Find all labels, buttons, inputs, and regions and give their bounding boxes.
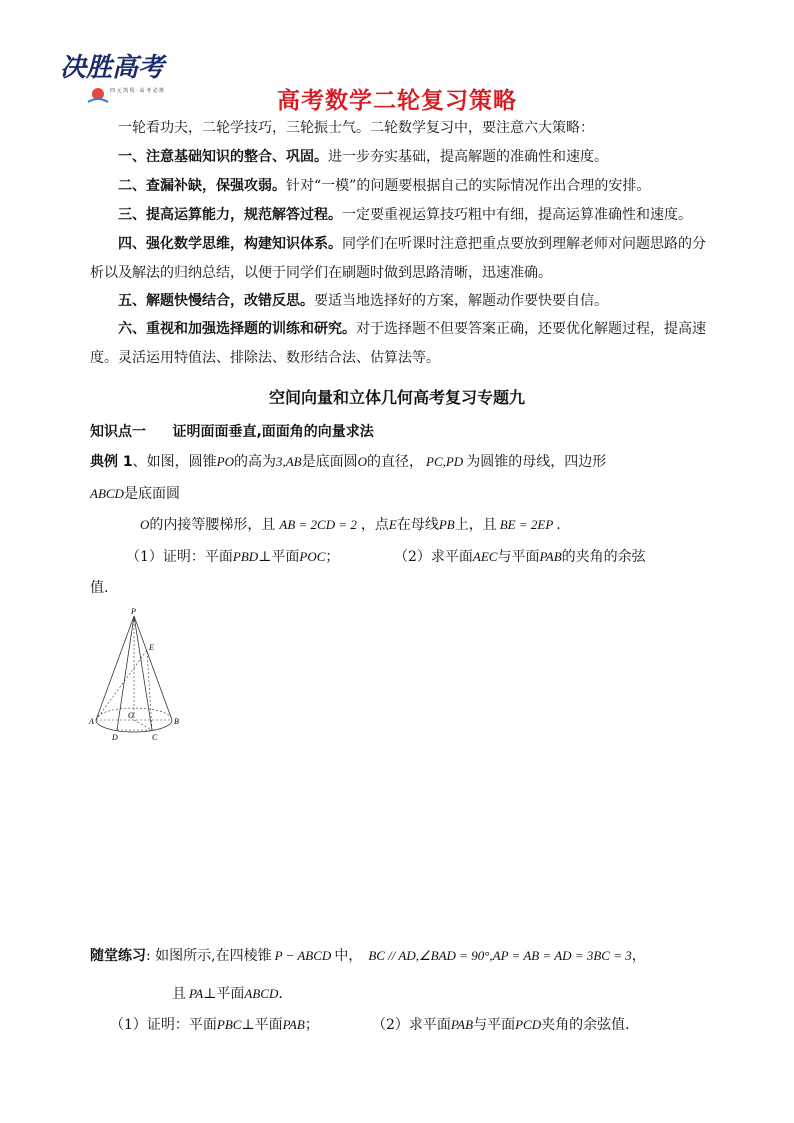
strategy-6: 六、重视和加强选择题的训练和研究。对于选择题不但要答案正确，还要优化解题过程，提高速度。灵活运用特值法、排除法、数形结合法、估算法等。 bbox=[90, 321, 706, 366]
page-title: 高考数学二轮复习策略 bbox=[277, 88, 517, 114]
example-question-2-cont: 值. bbox=[90, 580, 109, 596]
strategy-2: 二、查漏补缺，保强攻弱。针对“一模”的问题要根据自己的实际情况作出合理的安排。 bbox=[118, 178, 651, 194]
logo-subtext: 四 元 凯 程 · 高 考 必 胜 bbox=[110, 88, 165, 94]
strategy-4: 四、强化数学思维，构建知识体系。同学们在听课时注意把重点要放到理解老师对问题思路的分析以及解法的归纳总结，以便于同学们在刷题时做到思路清晰，迅速准确。 bbox=[90, 236, 706, 281]
strategy-5: 五、解题快慢结合，改错反思。要适当地选择好的方案，解题动作要快要自信。 bbox=[118, 293, 608, 309]
label-P: P bbox=[131, 607, 136, 616]
example-question-1: （1）证明：平面PBD⊥平面POC； bbox=[126, 549, 340, 565]
strategy-1: 一、注意基础知识的整合、巩固。进一步夯实基础，提高解题的准确性和速度。 bbox=[118, 149, 608, 165]
intro-text: 一轮看功夫，二轮学技巧，三轮振士气。二轮数学复习中，要注意六大策略： bbox=[118, 120, 594, 136]
label-B: B bbox=[174, 717, 179, 726]
exercise-question-2: （2）求平面PAB与平面PCD夹角的余弦值. bbox=[372, 1017, 630, 1033]
example-line-1: 典例 1、如图，圆锥PO的高为3,AB是底面圆O的直径， PC,PD 为圆锥的母线，四边形 bbox=[90, 454, 607, 470]
label-C: C bbox=[152, 733, 158, 742]
exercise-question-1: （1）证明：平面PBC⊥平面PAB； bbox=[110, 1017, 319, 1033]
example-question-2: （2）求平面AEC与平面PAB的夹角的余弦 bbox=[394, 549, 646, 565]
example-line-2: ABCD是底面圆 bbox=[90, 486, 180, 502]
label-O: O bbox=[128, 711, 134, 720]
strategy-3: 三、提高运算能力，规范解答过程。一定要重视运算技巧粗中有细，提高运算准确性和速度。 bbox=[118, 207, 692, 223]
label-A: A bbox=[89, 717, 94, 726]
label-D: D bbox=[112, 733, 118, 742]
knowledge-point: 知识点一 证明面面垂直,面面角的向量求法 bbox=[90, 424, 374, 440]
logo-text: 决胜高考 bbox=[60, 53, 165, 83]
exercise-line-2: 且 PA⊥平面ABCD. bbox=[172, 986, 283, 1002]
cone-figure bbox=[88, 606, 184, 746]
label-E: E bbox=[149, 643, 154, 652]
exercise-line-1: 随堂练习: 如图所示,在四棱锥 P − ABCD 中， BC // AD,∠BAD = 90°,AP = AB = AD = 3BC = 3， bbox=[90, 948, 646, 964]
example-line-3: O的内接等腰梯形，且 AB = 2CD = 2 ，点E在母线PB上，且 BE = 2EP . bbox=[140, 517, 561, 533]
section-title: 空间向量和立体几何高考复习专题九 bbox=[268, 388, 525, 407]
